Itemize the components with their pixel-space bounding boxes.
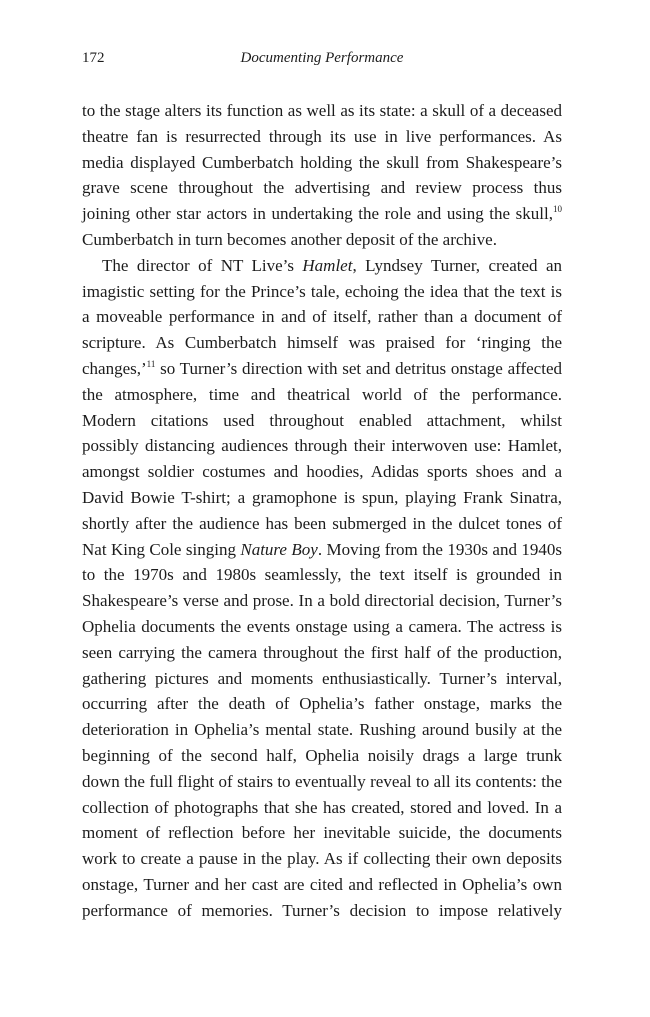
text-line: work to create a pause in the play. As if collecting their own deposits xyxy=(82,849,562,869)
text-line: collection of photographs that she has created, stored and loved. In a xyxy=(82,797,562,817)
text-line: possibly distancing audiences through their interwoven use: Hamlet, xyxy=(82,436,562,456)
text-line: onstage, Turner and her cast are cited and reflected in Ophelia’s own xyxy=(82,874,562,894)
text-line: grave scene throughout the advertising and review process thus xyxy=(82,178,562,198)
page-number: 172 xyxy=(82,50,105,66)
text-line: occurring after the death of Ophelia’s father onstage, marks the xyxy=(82,694,562,714)
text-line: Shakespeare’s verse and prose. In a bold directorial decision, Turner’s xyxy=(82,591,562,611)
text-line: performance of memories. Turner’s decision to impose relatively xyxy=(82,900,562,920)
text-line: a moveable performance in and of itself, rather than a document of xyxy=(82,307,562,327)
text-line: Modern citations used throughout enabled attachment, whilst xyxy=(82,410,562,430)
text-line: Ophelia documents the events onstage using a camera. The actress is xyxy=(82,616,562,636)
running-title: Documenting Performance xyxy=(240,50,404,66)
text-line: amongst soldier costumes and hoodies, Adidas sports shoes and a xyxy=(82,462,562,482)
footnote-marker: 11 xyxy=(146,358,156,369)
text-line: changes,’$^{11}$ so Turner’s direction with set and detritus onstage affected xyxy=(82,358,562,378)
text-line: deterioration in Ophelia’s mental state. Rushing around busily at the xyxy=(82,720,562,740)
text-line: Nat King Cole singing Nature Boy. Moving from the 1930s and 1940s xyxy=(82,539,562,559)
body-text xyxy=(82,98,562,924)
text-line: joining other star actors in undertaking the role and using the skull,$^{10}$ xyxy=(82,204,562,224)
italic-title: Nature Boy xyxy=(240,539,318,559)
text-line: Cumberbatch in turn becomes another deposit of the archive. xyxy=(82,229,497,249)
text-line: theatre fan is resurrected through its use in live performances. As xyxy=(82,126,562,146)
text-line: media displayed Cumberbatch holding the skull from Shakespeare’s xyxy=(82,152,562,172)
text-line: beginning of the second half, Ophelia noisily drags a large trunk xyxy=(82,745,562,765)
text-line: The director of NT Live’s Hamlet, Lyndsey Turner, created an xyxy=(102,255,562,275)
italic-title: Hamlet xyxy=(302,255,353,275)
footnote-marker: 10 xyxy=(553,204,562,215)
text-line: David Bowie T-shirt; a gramophone is spun, playing Frank Sinatra, xyxy=(82,487,562,507)
text-line: seen carrying the camera throughout the first half of the production, xyxy=(82,642,562,662)
text-line: to the 1970s and 1980s seamlessly, the text itself is grounded in xyxy=(82,565,562,585)
text-line: the atmosphere, time and theatrical world of the performance. xyxy=(82,384,562,404)
text-line: down the full flight of stairs to eventually reveal to all its contents: the xyxy=(82,771,562,791)
text-line: imagistic setting for the Prince’s tale, echoing the idea that the text is xyxy=(82,281,562,301)
text-line: scripture. As Cumberbatch himself was praised for ‘ringing the xyxy=(82,333,562,353)
text-line: gathering pictures and moments enthusiastically. Turner’s interval, xyxy=(82,668,562,688)
page-header xyxy=(82,50,562,72)
text-line: to the stage alters its function as well as its state: a skull of a deceased xyxy=(82,101,562,120)
text-line: shortly after the audience has been submerged in the dulcet tones of xyxy=(82,513,562,533)
text-line: moment of reflection before her inevitable suicide, the documents xyxy=(82,823,562,843)
